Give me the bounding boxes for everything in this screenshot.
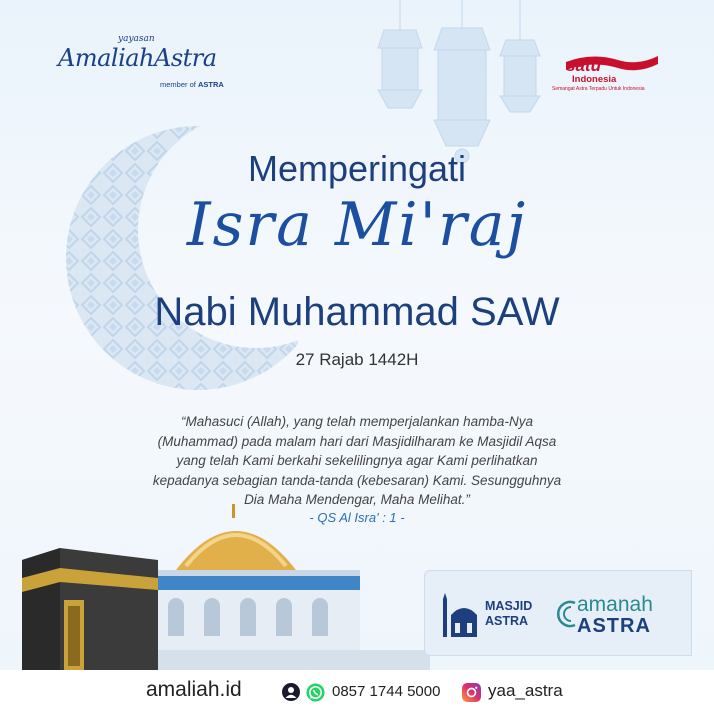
instagram-icon	[462, 683, 481, 702]
footer	[0, 670, 714, 714]
title-nabi-muhammad: Nabi Muhammad SAW	[154, 290, 560, 334]
hijri-date: 27 Rajab 1442H	[295, 350, 419, 369]
footer-website[interactable]: amaliah.id	[146, 678, 242, 701]
title-memperingati: Memperingati	[247, 148, 467, 189]
logo-member-text	[160, 80, 224, 89]
masjid-line1: MASJID	[485, 599, 533, 613]
quran-quote	[120, 412, 594, 510]
footer-instagram[interactable]: yaa_astra	[488, 681, 563, 700]
satu-text: satu	[566, 56, 601, 75]
amanah-astra-text: ASTRA	[577, 615, 651, 637]
masjid-icon	[437, 593, 483, 639]
member-prefix: member of	[160, 80, 198, 89]
footer-phone[interactable]: 0857 1744 5000	[332, 683, 441, 700]
masjid-line2: ASTRA	[485, 614, 529, 628]
amanah-text: amanah	[577, 593, 653, 616]
sponsor-logos-box	[424, 570, 692, 656]
satu-tagline: Semangat Astra Terpadu Untuk Indonesia	[552, 86, 645, 92]
satu-indonesia-logo	[552, 52, 662, 96]
quote-line: yang telah Kami berkahi sekelilingnya agar Kami perlihatkan	[176, 453, 538, 468]
quote-line: “Mahasuci (Allah), yang telah memperjalankan hamba-Nya	[181, 414, 533, 429]
member-brand: ASTRA	[197, 80, 224, 89]
kaaba-and-dome-illustration	[0, 500, 430, 670]
indonesia-text: Indonesia	[572, 74, 617, 85]
masjid-astra-text	[485, 599, 532, 629]
title-isra-miraj: Isra Mi'raj	[186, 190, 528, 260]
person-icon	[282, 683, 300, 701]
whatsapp-icon	[306, 683, 325, 702]
amaliah-astra-logo	[56, 34, 246, 94]
logo-amaliah-name: AmaliahAstra	[58, 44, 217, 72]
quote-source: - QS Al Isra' : 1 -	[309, 510, 405, 525]
quote-line: (Muhammad) pada malam hari dari Masjidilharam ke Masjidil Aqsa	[157, 433, 557, 449]
quote-line: Dia Maha Mendengar, Maha Melihat.”	[244, 492, 470, 507]
logo-yayasan-text: yayasan	[118, 34, 155, 44]
amanah-swirl-icon	[553, 597, 579, 631]
quote-line: kepadanya sebagian tanda-tanda (kebesaran) Kami. Sesungguhnya	[152, 472, 562, 488]
